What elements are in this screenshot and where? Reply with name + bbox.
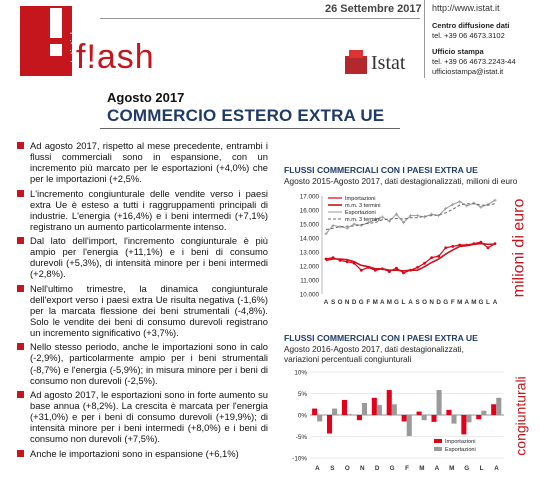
chart1-xtick-label: G — [443, 299, 449, 306]
chart2-bar-chart — [284, 366, 510, 474]
centro-title: Centro diffusione dati — [432, 21, 510, 30]
chart1-data-point — [395, 267, 398, 270]
ufficio-tel: tel. +39 06 4673.2243-44 — [432, 57, 516, 66]
chart2-bar — [362, 403, 367, 415]
chart1-ytick-label: 15.000 — [299, 221, 319, 229]
bullet-item: Nello stesso periodo, anche le importazioni sono in calo (-2,9%), particolarmente ampio per i beni strumentali (-8,7%) e l'energia (-5,9%); in misura minore per i beni di consumo non durevoli (-2,5%). — [16, 341, 268, 385]
chart1-data-point — [451, 245, 454, 248]
bullet-item: Dal lato dell'import, l'incremento congiunturale è più ampio per l'energia (+11,1%) e i beni di consumo durevoli (+5,3%), di intensità minore per i beni intermedi (+2,8%). — [16, 235, 268, 279]
chart1-ytick-label: 14.000 — [299, 235, 319, 243]
chart2-bar — [317, 415, 322, 421]
chart2-xtick-label: A — [434, 465, 440, 472]
centro-tel: tel. +39 06 4673.3102 — [432, 31, 505, 40]
chart1-xtick-label: G — [358, 299, 364, 306]
chart1-xtick-label: S — [415, 299, 420, 306]
chart1-xtick-label: M — [372, 299, 378, 306]
chart2-side-label: congiunturali — [513, 376, 530, 456]
logo-exclamation-bar — [50, 8, 62, 38]
chart1-legend-label: Esportazioni — [345, 210, 376, 216]
chart1-xtick-label: D — [351, 299, 357, 306]
report-title: COMMERCIO ESTERO EXTRA UE — [107, 106, 385, 125]
logo-vertical-text: statistiche — [69, 22, 81, 68]
bullet-item: Anche le importazioni sono in espansione (+6,1%) — [16, 448, 268, 459]
chart1-xtick-label: A — [323, 299, 329, 306]
bullet-item: L'incremento congiunturale delle vendite verso i paesi extra Ue è esteso a tutti i raggruppamenti principali di industrie. L'energia (+16,4%) e i beni intermedi (+7,1%) registrano un aumento particolarmente intenso. — [16, 188, 268, 232]
chart1-xtick-label: L — [486, 299, 490, 306]
chart1-xtick-label: G — [393, 299, 399, 306]
chart2-bar — [327, 415, 332, 433]
title-rule — [100, 128, 400, 129]
bullet-item: Nell'ultimo trimestre, la dinamica congiunturale dell'export verso i paesi extra Ue risulta negativa (-1,6%) per la marcata flessione dei beni strumentali (-4,8%). Solo le vendite dei beni di consumo durevoli registrano un incremento significativo (+3,7%). — [16, 283, 268, 338]
chart2-xtick-label: M — [449, 465, 455, 472]
statistiche-logo — [20, 6, 81, 76]
chart2-bar — [431, 415, 436, 422]
istat-logo-text: Istat — [371, 52, 406, 74]
chart1-ytick-label: 12.000 — [299, 263, 319, 271]
chart1-data-point — [416, 214, 419, 217]
chart1-ytick-label: 10.000 — [299, 291, 319, 299]
chart1-xtick-label: F — [366, 299, 371, 306]
chart2-ytick-label: 10% — [294, 369, 307, 377]
chart1-ytick-label: 13.000 — [299, 249, 319, 257]
chart1-legend-label: m.m. 3 termini — [345, 217, 381, 223]
bullet-square-icon — [17, 190, 24, 197]
chart2-legend-label: Importazioni — [445, 439, 476, 445]
chart2-xtick-label: L — [479, 465, 484, 472]
chart2-legend-swatch — [434, 447, 442, 451]
chart1-data-point — [444, 246, 447, 249]
header-rule — [100, 18, 420, 19]
bullet-square-icon — [17, 285, 24, 292]
chart1-xtick-label: A — [464, 299, 470, 306]
chart2-bar — [481, 411, 486, 415]
chart2-xtick-label: N — [359, 465, 365, 472]
chart1-line-chart — [284, 188, 506, 308]
bullet-square-icon — [17, 142, 24, 149]
chart1-title: FLUSSI COMMERCIALI CON I PAESI EXTRA UE — [284, 165, 478, 175]
chart1-xtick-label: M — [457, 299, 463, 306]
chart2-xtick-label: O — [344, 465, 350, 472]
header-divider — [424, 0, 425, 78]
chart1-data-point — [423, 262, 426, 265]
chart2-xtick-label: D — [374, 465, 380, 472]
chart2-bar — [342, 400, 347, 415]
chart2-bar — [312, 409, 317, 415]
chart2-bar — [491, 404, 496, 415]
chart2-bar — [446, 410, 451, 415]
chart2-bar — [372, 398, 377, 415]
chart2-xtick-label: A — [494, 465, 499, 472]
summary-bullets — [16, 140, 268, 462]
chart1-data-point — [487, 246, 490, 249]
chart1-xtick-label: M — [386, 299, 392, 306]
chart2-bar — [466, 415, 471, 422]
chart1-data-point — [402, 272, 405, 275]
chart1-ytick-label: 11.000 — [300, 277, 319, 285]
chart2-bar — [417, 412, 422, 415]
logo-exclamation-dot — [50, 44, 62, 56]
chart2-bar — [437, 390, 442, 415]
chart2-ytick-label: -5% — [295, 434, 307, 441]
website-link[interactable]: http://www.istat.it — [432, 3, 500, 13]
chart2-bar — [496, 398, 501, 415]
chart2-bar — [332, 409, 337, 415]
chart1-xtick-label: F — [450, 299, 455, 306]
chart2-xtick-label: A — [315, 465, 320, 472]
chart2-bar — [357, 415, 362, 420]
chart2-bar — [461, 415, 466, 434]
bullet-square-icon — [17, 450, 24, 457]
chart2-xtick-label: F — [405, 465, 409, 472]
chart1-xtick-label: G — [478, 299, 484, 306]
chart2-bar — [422, 415, 427, 420]
ufficio-title: Ufficio stampa — [432, 47, 484, 56]
chart2-subtitle-2: variazioni percentuali congiunturali — [284, 354, 412, 364]
chart2-ytick-label: 0% — [297, 412, 307, 420]
chart1-xtick-label: O — [337, 299, 343, 306]
chart2-xtick-label: G — [464, 465, 470, 472]
chart1-xtick-label: A — [408, 299, 413, 306]
chart1-xtick-label: N — [344, 299, 350, 306]
chart1-xtick-label: D — [436, 299, 441, 306]
chart2-xtick-label: S — [330, 465, 335, 472]
chart1-xtick-label: S — [330, 299, 336, 306]
report-period: Agosto 2017 — [107, 90, 185, 105]
publication-date: 26 Settembre 2017 — [325, 3, 422, 15]
chart1-ytick-label: 16.000 — [299, 207, 319, 215]
bullet-square-icon — [17, 391, 24, 398]
chart1-xtick-label: N — [429, 299, 434, 306]
chart1-data-point — [360, 269, 363, 272]
bullet-square-icon — [17, 237, 24, 244]
bullet-square-icon — [17, 343, 24, 350]
chart2-bar — [451, 415, 456, 424]
chart1-data-point — [437, 255, 440, 258]
chart1-legend-label: Importazioni — [345, 196, 376, 202]
chart1-data-point — [416, 266, 419, 269]
chart1-subtitle: Agosto 2015-Agosto 2017, dati destagionalizzati, milioni di euro — [284, 176, 518, 186]
chart2-bar — [377, 405, 382, 415]
chart2-xtick-label: M — [419, 465, 425, 472]
chart2-bar — [387, 390, 392, 415]
chart2-legend-label: Esportazioni — [445, 447, 476, 453]
chart1-xtick-label: A — [492, 299, 498, 306]
chart1-xtick-label: M — [471, 299, 477, 306]
chart2-bar — [402, 415, 407, 421]
bullet-item: Ad agosto 2017, le esportazioni sono in forte aumento su base annua (+8,2%). La crescita è marcata per l'energia (+31,0%) e per i beni di consumo durevoli (+19,9%); di intensità minore per i beni intermedi (+8,0%) e i beni di consumo non durevoli (+7,5%). — [16, 389, 268, 444]
chart2-bar — [407, 415, 412, 436]
chart1-legend-label: m.m. 3 termini — [345, 203, 381, 209]
chart2-ytick-label: -10% — [292, 455, 307, 463]
chart2-xtick-label: G — [389, 465, 395, 472]
chart1-xtick-label: L — [401, 299, 406, 306]
flash-logo: f!ash — [76, 38, 155, 76]
contact-block — [432, 3, 516, 77]
chart2-legend-swatch — [434, 439, 442, 443]
chart2-subtitle-1: Agosto 2016-Agosto 2017, dati destagionalizzati, — [284, 344, 464, 354]
chart1-xtick-label: A — [380, 299, 385, 306]
chart2-ytick-label: 5% — [297, 391, 307, 398]
istat-logo-icon — [345, 56, 367, 74]
chart1-series-line — [326, 244, 495, 271]
chart1-ytick-label: 17.000 — [299, 193, 319, 201]
chart2-bar — [392, 404, 397, 415]
chart2-bar — [347, 414, 352, 415]
chart2-bar — [476, 415, 481, 419]
ufficio-email[interactable]: ufficiostampa@istat.it — [432, 67, 504, 76]
bullet-item: Ad agosto 2017, rispetto al mese precedente, entrambi i flussi commerciali sono in espansione, con un incremento più marcato per le esportazioni (+4,0%) che per le importazioni (+2,5%. — [16, 140, 268, 184]
chart1-data-point — [430, 256, 433, 259]
chart1-side-label: milioni di euro — [510, 198, 527, 297]
chart1-xtick-label: O — [422, 299, 428, 306]
chart1-series-line — [326, 242, 495, 273]
chart2-title: FLUSSI COMMERCIALI CON I PAESI EXTRA UE — [284, 333, 478, 343]
